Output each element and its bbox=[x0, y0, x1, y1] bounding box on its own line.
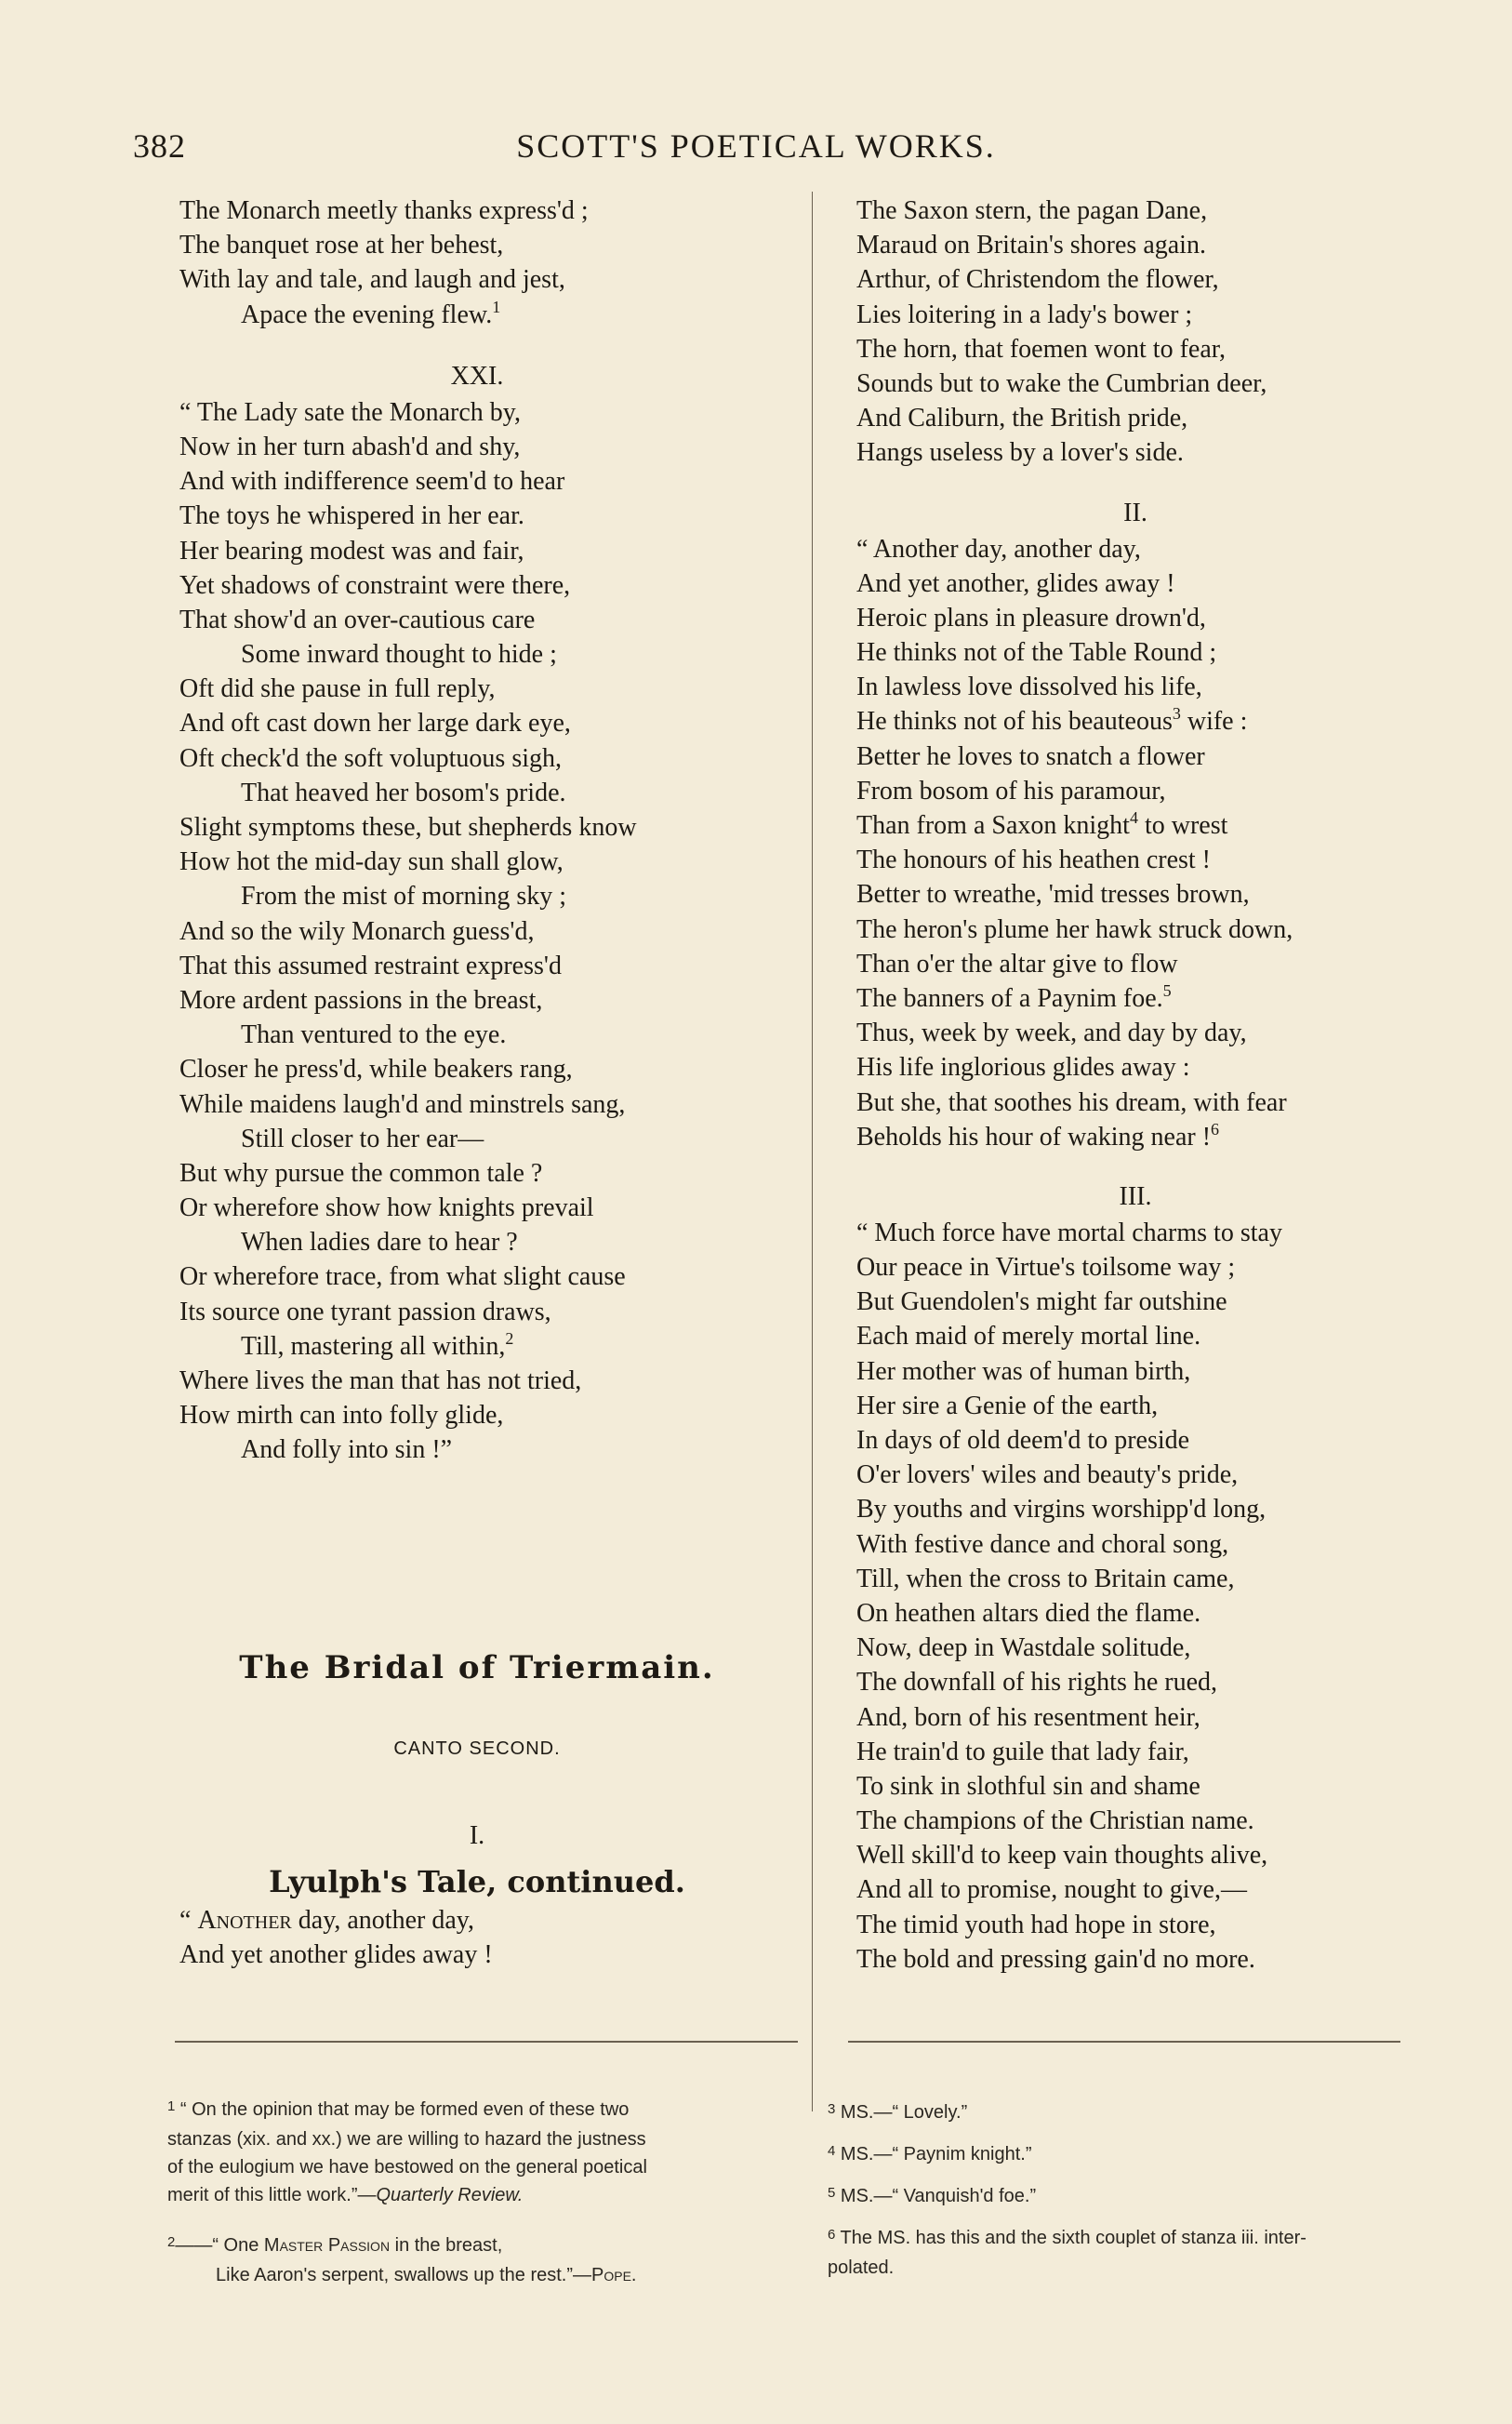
verse-line: Sounds but to wake the Cumbrian deer, bbox=[856, 368, 1267, 398]
verse-line: His life inglorious glides away : bbox=[856, 1053, 1190, 1083]
opening-line bbox=[179, 1903, 775, 1938]
verse-line: In lawless love dissolved his life, bbox=[856, 673, 1202, 702]
footnote-right: $^6$ The MS. has this and the sixth couplet of stanza iii. inter- bbox=[828, 2227, 1306, 2248]
verse-line: And, born of his resentment heir, bbox=[856, 1702, 1200, 1732]
verse-line: Lies loitering in a lady's bower ; bbox=[856, 300, 1193, 329]
verse-line: From the mist of morning sky ; bbox=[241, 882, 566, 912]
note-marker: 5 bbox=[1162, 980, 1172, 1000]
verse-line: “ Another day, another day, bbox=[856, 534, 1141, 564]
verse-line: The banners of a Paynim foe.$^5$ bbox=[856, 980, 1172, 1013]
verse-line: And folly into sin !” bbox=[241, 1435, 453, 1465]
footnote-rule-right bbox=[848, 2041, 1400, 2043]
footnote-right: $^5$ MS.—“ Vanquish'd foe.” bbox=[828, 2185, 1037, 2206]
verse-line: He train'd to guile that lady fair, bbox=[856, 1737, 1189, 1766]
footnote-source: Pope. bbox=[591, 2265, 637, 2285]
footnote-1: $^1$ “ On the opinion that may be formed even of these two bbox=[167, 2098, 630, 2120]
verse-line: And Caliburn, the British pride, bbox=[856, 404, 1188, 433]
verse-line: That show'd an over-cautious care bbox=[179, 605, 536, 634]
verse-line: How hot the mid-day sun shall glow, bbox=[179, 847, 564, 877]
page-number: 382 bbox=[133, 127, 186, 165]
opening-caps: Another bbox=[197, 1905, 292, 1935]
verse-line: Where lives the man that has not tried, bbox=[179, 1366, 582, 1395]
verse-line: On heathen altars died the flame. bbox=[856, 1598, 1201, 1628]
verse-line: With festive dance and choral song, bbox=[856, 1529, 1229, 1559]
verse-line: The champions of the Christian name. bbox=[856, 1806, 1254, 1836]
verse-line: Heroic plans in pleasure drown'd, bbox=[856, 603, 1206, 633]
opening-line-2: And yet another glides away ! bbox=[179, 1939, 493, 1969]
verse-line: Or wherefore trace, from what slight cause bbox=[179, 1262, 626, 1292]
verse-line: With lay and tale, and laugh and jest, bbox=[179, 265, 565, 295]
verse-line: Yet shadows of constraint were there, bbox=[179, 570, 571, 600]
verse-line: And oft cast down her large dark eye, bbox=[179, 709, 571, 739]
verse-line: Better to wreathe, 'mid tresses brown, bbox=[856, 880, 1250, 910]
footnote-right: $^3$ MS.—“ Lovely.” bbox=[828, 2101, 968, 2123]
stanza-heading-iii: III. bbox=[1119, 1181, 1152, 1211]
verse-line: The toys he whispered in her ear. bbox=[179, 501, 524, 531]
verse-line: From bosom of his paramour, bbox=[856, 776, 1166, 806]
verse-line: The Monarch meetly thanks express'd ; bbox=[179, 196, 589, 225]
verse-line: Well skill'd to keep vain thoughts alive, bbox=[856, 1841, 1268, 1871]
verse-line: While maidens laugh'd and minstrels sang, bbox=[179, 1089, 626, 1119]
column-divider bbox=[812, 192, 813, 2111]
verse-line: Now in her turn abash'd and shy, bbox=[179, 432, 521, 461]
section-title: Lyulph's Tale, continued. bbox=[269, 1863, 685, 1899]
verse-line: The bold and pressing gain'd no more. bbox=[856, 1944, 1255, 1974]
verse-line: And with indifference seem'd to hear bbox=[179, 467, 565, 497]
stanza-heading-xxi: XXI. bbox=[450, 361, 504, 391]
verse-line: Till, when the cross to Britain came, bbox=[856, 1564, 1235, 1593]
poem-title: The Bridal of Triermain. bbox=[239, 1648, 715, 1686]
footnotes-left: $^1$ “ On the opinion that may be formed even of these two stanzas (xix. and xx.) we are willing to hazard the justness of the eulogium we have bestowed on the general poetical merit of this little work.”—Quarterly Review. $^2$——“ One Master Passion in the breast, Like Aaron's serpent, swallows up the rest.”—Pope. bbox=[167, 2096, 809, 2289]
verse-line: In days of old deem'd to preside bbox=[856, 1426, 1190, 1455]
verse-line: Now, deep in Wastdale solitude, bbox=[856, 1633, 1191, 1663]
footnote-right: $^4$ MS.—“ Paynim knight.” bbox=[828, 2143, 1032, 2164]
verse-line: When ladies dare to hear ? bbox=[241, 1228, 518, 1258]
running-title: SCOTT'S POETICAL WORKS. bbox=[516, 127, 996, 165]
verse-line: Thus, week by week, and day by day, bbox=[856, 1019, 1247, 1048]
verse-line: That this assumed restraint express'd bbox=[179, 951, 562, 980]
verse-line: Till, mastering all within,$^2$ bbox=[241, 1328, 514, 1361]
verse-line: Our peace in Virtue's toilsome way ; bbox=[856, 1253, 1236, 1283]
stanza-heading-ii: II. bbox=[1123, 498, 1147, 527]
stanza-i-continued bbox=[856, 193, 1414, 471]
left-column bbox=[179, 193, 775, 1972]
verse-line: To sink in slothful sin and shame bbox=[856, 1771, 1200, 1801]
footnote-rule-left bbox=[175, 2041, 798, 2043]
verse-line: “ Much force have mortal charms to stay bbox=[856, 1218, 1282, 1247]
verse-line: Than o'er the altar give to flow bbox=[856, 949, 1178, 979]
note-marker: 4 bbox=[1129, 808, 1138, 827]
verse-line: The honours of his heathen crest ! bbox=[856, 846, 1211, 875]
verse-line: Slight symptoms these, but shepherds know bbox=[179, 813, 637, 842]
verse-line: Oft did she pause in full reply, bbox=[179, 674, 496, 704]
verse-line: Oft check'd the soft voluptuous sigh, bbox=[179, 743, 562, 773]
verse-line: He thinks not of the Table Round ; bbox=[856, 638, 1217, 668]
verse-line: Her mother was of human birth, bbox=[856, 1356, 1191, 1386]
footnote-source: Quarterly Review. bbox=[376, 2185, 524, 2205]
verse-line: He thinks not of his beauteous$^3$ wife : bbox=[856, 704, 1248, 737]
opening-quote: “ bbox=[179, 1905, 198, 1935]
verse-line: The heron's plume her hawk struck down, bbox=[856, 914, 1293, 944]
opening-rest: day, another day, bbox=[291, 1905, 474, 1935]
verse-line: By youths and virgins worshipp'd long, bbox=[856, 1495, 1267, 1525]
note-marker: 6 bbox=[1211, 1119, 1220, 1139]
note-marker: 2 bbox=[505, 1328, 514, 1348]
verse-line: Still closer to her ear— bbox=[241, 1124, 484, 1153]
verse-line: That heaved her bosom's pride. bbox=[241, 778, 566, 807]
verse-line: But why pursue the common tale ? bbox=[179, 1158, 543, 1188]
verse-line: Than from a Saxon knight$^4$ to wrest bbox=[856, 808, 1228, 840]
verse-line: But she, that soothes his dream, with fear bbox=[856, 1087, 1287, 1117]
intro-stanza bbox=[179, 193, 775, 332]
verse-line: And yet another, glides away ! bbox=[856, 568, 1175, 598]
verse-line: Each maid of merely mortal line. bbox=[856, 1322, 1201, 1352]
stanza-ii bbox=[856, 532, 1414, 1154]
verse-line: “ The Lady sate the Monarch by, bbox=[179, 397, 521, 427]
verse-line: The horn, that foemen wont to fear, bbox=[856, 334, 1226, 364]
verse-line: And all to promise, nought to give,— bbox=[856, 1875, 1247, 1905]
note-marker: 1 bbox=[492, 297, 501, 316]
verse-line: Some inward thought to hide ; bbox=[241, 640, 557, 670]
verse-line: Maraud on Britain's shores again. bbox=[856, 231, 1206, 260]
canto-heading: CANTO SECOND. bbox=[393, 1738, 561, 1759]
verse-line: Hangs useless by a lover's side. bbox=[856, 438, 1184, 468]
verse-line: Its source one tyrant passion draws, bbox=[179, 1297, 551, 1326]
verse-line: Or wherefore show how knights prevail bbox=[179, 1193, 594, 1223]
verse-line: The timid youth had hope in store, bbox=[856, 1910, 1216, 1939]
footnote-2: $^2$——“ One Master Passion in the breast, bbox=[167, 2234, 503, 2256]
verse-line: And so the wily Monarch guess'd, bbox=[179, 916, 535, 946]
verse-line: Closer he press'd, while beakers rang, bbox=[179, 1055, 573, 1085]
verse-line: Than ventured to the eye. bbox=[241, 1020, 507, 1050]
section-number: I. bbox=[469, 1820, 485, 1850]
right-column bbox=[856, 193, 1414, 1977]
verse-line: But Guendolen's might far outshine bbox=[856, 1287, 1227, 1317]
verse-line: Apace the evening flew.$^1$ bbox=[241, 297, 501, 329]
verse-line: The downfall of his rights he rued, bbox=[856, 1668, 1218, 1698]
verse-line: The Saxon stern, the pagan Dane, bbox=[856, 196, 1208, 225]
footnote-right: polated. bbox=[828, 2258, 895, 2278]
verse-line: The banquet rose at her behest, bbox=[179, 231, 504, 260]
verse-line: O'er lovers' wiles and beauty's pride, bbox=[856, 1460, 1239, 1490]
verse-line: How mirth can into folly glide, bbox=[179, 1401, 504, 1431]
verse-line: Beholds his hour of waking near !$^6$ bbox=[856, 1119, 1220, 1152]
verse-line: More ardent passions in the breast, bbox=[179, 985, 543, 1015]
verse-line: Better he loves to snatch a flower bbox=[856, 741, 1205, 771]
verse-line: Her bearing modest was and fair, bbox=[179, 536, 524, 566]
verse-line: Arthur, of Christendom the flower, bbox=[856, 265, 1219, 295]
stanza-xxi bbox=[179, 395, 775, 1468]
verse-line: Her sire a Genie of the earth, bbox=[856, 1391, 1159, 1420]
note-marker: 3 bbox=[1172, 704, 1181, 724]
footnotes-right bbox=[828, 2098, 1497, 2282]
stanza-iii bbox=[856, 1216, 1414, 1977]
